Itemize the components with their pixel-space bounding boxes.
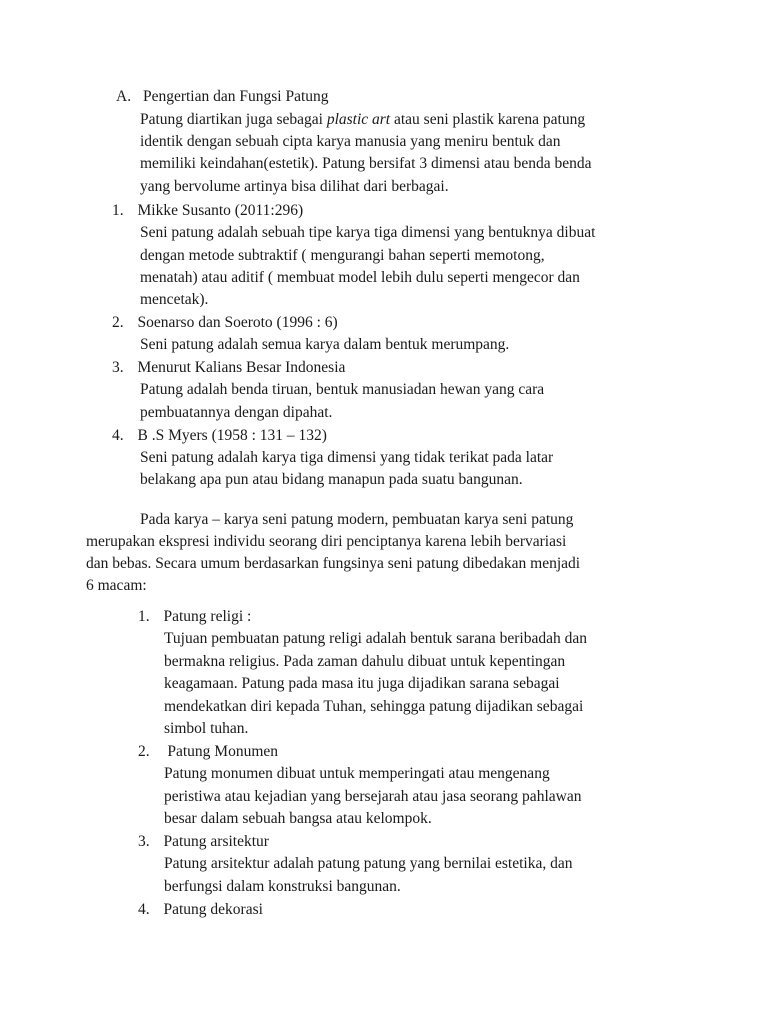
definition-1-heading: Mikke Susanto (2011:296) [137, 202, 304, 219]
function-1-heading: Patung religi : [163, 608, 252, 625]
function-3-marker: 3. [138, 833, 150, 850]
section-a-marker: A. [116, 88, 132, 105]
paragraph-line-3: dan bebas. Secara umum berdasarkan fungsinya seni patung dibedakan menjadi [86, 555, 581, 572]
definition-3-heading: Menurut Kalians Besar Indonesia [137, 359, 346, 376]
function-3-heading-line [138, 831, 269, 853]
paragraph-line-4: 6 macam: [86, 577, 147, 594]
function-3-line-2: berfungsi dalam konstruksi bangunan. [164, 878, 401, 895]
function-2-line-2: peristiwa atau kejadian yang bersejarah atau jasa seorang pahlawan [164, 788, 582, 805]
function-1-line-1: Tujuan pembuatan patung religi adalah bentuk sarana beribadah dan [164, 630, 587, 647]
intro-line-3: memiliki keindahan(estetik). Patung bersifat 3 dimensi atau benda benda [140, 155, 592, 172]
function-1-heading-line [138, 606, 251, 628]
section-a-heading-line [116, 86, 329, 108]
definition-3-line-2: pembuatannya dengan dipahat. [140, 404, 333, 421]
function-4-heading-line [138, 899, 263, 921]
definition-4-marker: 4. [112, 427, 124, 444]
definition-4-heading-line [112, 425, 327, 447]
intro-line-1 [140, 109, 585, 131]
function-1-line-2: bermakna religius. Pada zaman dahulu dibuat untuk kepentingan [164, 653, 566, 670]
intro-line-1-before: Patung diartikan juga sebagai [140, 111, 327, 128]
intro-italic-term: plastic art [326, 111, 391, 128]
function-1-line-3: keagamaan. Patung pada masa itu juga dijadikan sarana sebagai [164, 675, 560, 692]
function-2-marker: 2. [138, 743, 150, 760]
definition-3-line-1: Patung adalah benda tiruan, bentuk manusiadan hewan yang cara [140, 381, 545, 398]
function-2-line-1: Patung monumen dibuat untuk memperingati atau mengenang [164, 765, 550, 782]
function-4-heading: Patung dekorasi [163, 901, 263, 918]
function-1-marker: 1. [138, 608, 150, 625]
definition-1-line-2: dengan metode subtraktif ( mengurangi bahan seperti memotong, [140, 247, 545, 264]
definition-4-line-1: Seni patung adalah karya tiga dimensi yang tidak terikat pada latar [140, 449, 554, 466]
definition-4-heading: B .S Myers (1958 : 131 – 132) [137, 427, 327, 444]
definition-2-heading-line [112, 312, 338, 334]
function-3-line-1: Patung arsitektur adalah patung patung yang bernilai estetika, dan [164, 855, 573, 872]
paragraph-line-2: merupakan ekspresi individu seorang diri penciptanya karena lebih bervariasi [86, 533, 567, 550]
definition-1-heading-line [112, 200, 303, 222]
definition-3-marker: 3. [112, 359, 124, 376]
definition-1-line-1: Seni patung adalah sebuah tipe karya tiga dimensi yang bentuknya dibuat [140, 224, 596, 241]
function-3-heading: Patung arsitektur [163, 833, 269, 850]
function-2-line-3: besar dalam sebuah bangsa atau kelompok. [164, 810, 432, 827]
function-1-line-4: mendekatkan diri kepada Tuhan, sehingga patung dijadikan sebagai [164, 698, 584, 715]
definition-2-heading: Soenarso dan Soeroto (1996 : 6) [137, 314, 338, 331]
function-2-heading: Patung Monumen [163, 743, 279, 760]
definition-2-line-1: Seni patung adalah semua karya dalam bentuk merumpang. [140, 336, 510, 353]
intro-line-4: yang bervolume artinya bisa dilihat dari berbagai. [140, 178, 449, 195]
section-a-heading: Pengertian dan Fungsi Patung [142, 88, 329, 105]
definition-1-marker: 1. [112, 202, 124, 219]
intro-line-1-after: atau seni plastik karena patung [390, 111, 586, 128]
definition-1-line-3: menatah) atau aditif ( membuat model lebih dulu seperti mengecor dan [140, 269, 580, 286]
function-4-marker: 4. [138, 901, 150, 918]
definition-4-line-2: belakang apa pun atau bidang manapun pada suatu bangunan. [140, 471, 523, 488]
definition-3-heading-line [112, 357, 345, 379]
function-2-heading-line [138, 741, 278, 763]
intro-line-2: identik dengan sebuah cipta karya manusia yang meniru bentuk dan [140, 133, 561, 150]
definition-2-marker: 2. [112, 314, 124, 331]
paragraph-line-1: Pada karya – karya seni patung modern, pembuatan karya seni patung [140, 511, 574, 528]
definition-1-line-4: mencetak). [140, 291, 209, 308]
function-1-line-5: simbol tuhan. [164, 720, 249, 737]
